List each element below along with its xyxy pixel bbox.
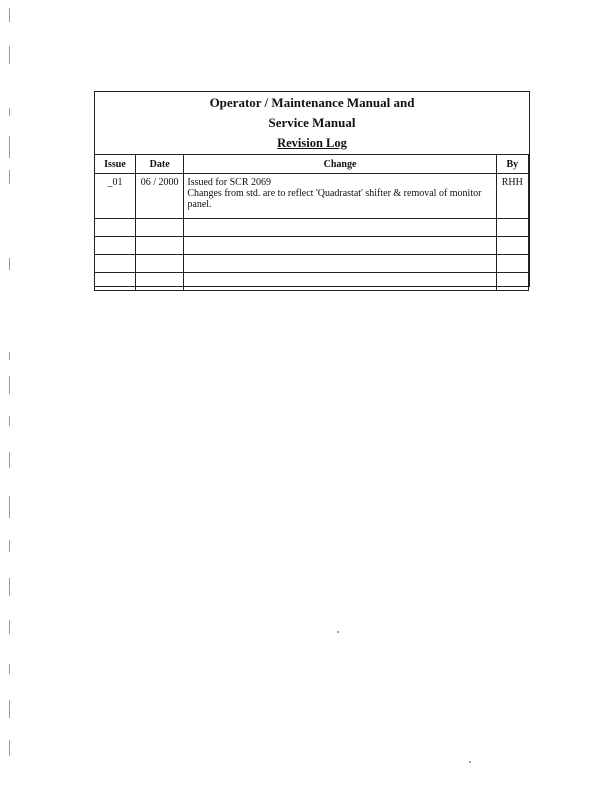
change-text-line2: Changes from std. are to reflect 'Quadrastat' shifter & removal of monitor panel.: [187, 188, 482, 210]
cell-by: RHH: [496, 174, 528, 219]
cell-issue: _01: [95, 174, 136, 219]
column-header-issue: Issue: [95, 155, 136, 174]
scan-speck: [337, 631, 339, 633]
table-row-empty: [95, 219, 529, 237]
column-header-by: By: [496, 155, 528, 174]
column-header-change: Change: [184, 155, 496, 174]
table-row-empty: [95, 273, 529, 291]
table-row-empty: [95, 237, 529, 255]
table-row-empty: [95, 255, 529, 273]
column-header-date: Date: [135, 155, 183, 174]
revision-log-heading: Revision Log: [277, 136, 347, 150]
title-block: [95, 92, 529, 154]
revision-log-box: [94, 91, 530, 287]
table-row: [95, 174, 529, 219]
manual-subtitle: Service Manual: [268, 115, 356, 130]
scan-edge-marks: [9, 0, 15, 791]
scan-speck: [469, 761, 471, 763]
manual-title: Operator / Maintenance Manual and: [209, 95, 415, 110]
table-header-row: [95, 155, 529, 174]
change-text-line1: Issued for SCR 2069: [187, 177, 271, 188]
cell-date: 06 / 2000: [135, 174, 183, 219]
revision-table: [94, 154, 529, 291]
cell-change: [184, 174, 496, 219]
